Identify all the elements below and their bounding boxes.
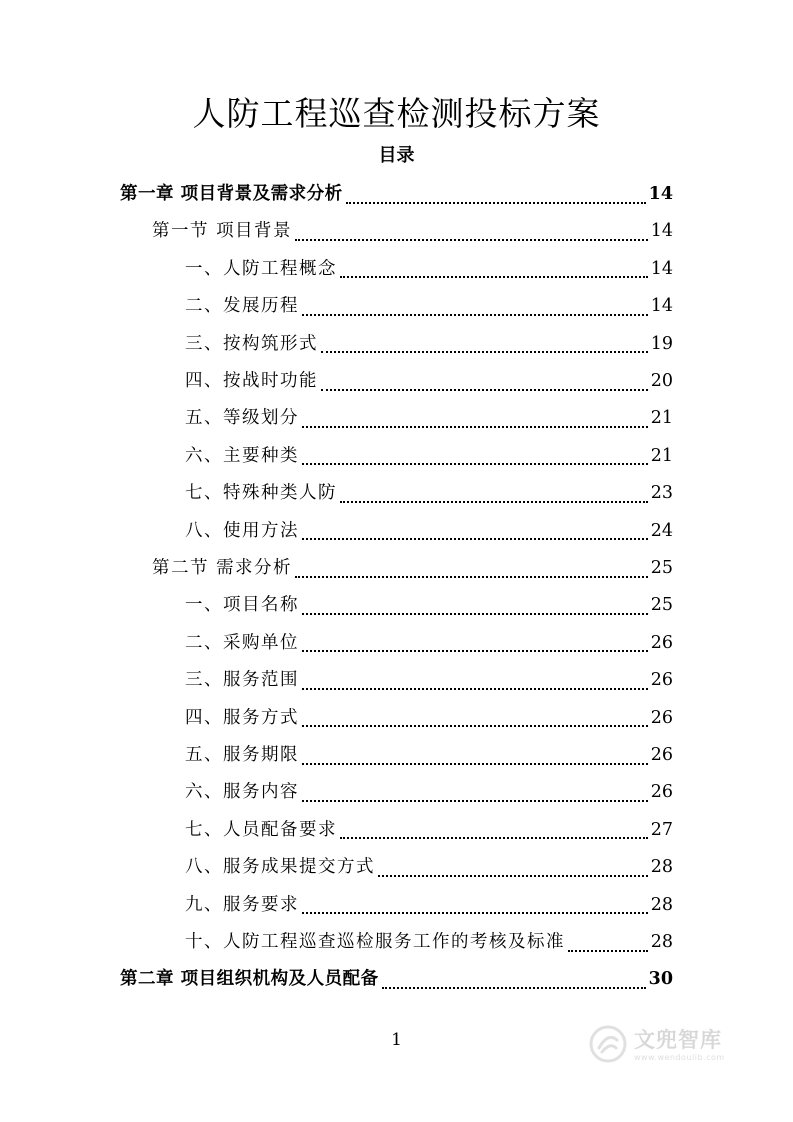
document-title: 人防工程巡查检测投标方案 <box>192 94 601 133</box>
toc-entry[interactable] <box>185 363 673 400</box>
toc-entry-label: 第一节 项目背景 <box>152 221 293 242</box>
toc-dot-leader <box>321 389 648 391</box>
toc-entry-label: 第二节 需求分析 <box>152 558 293 578</box>
toc-entry[interactable] <box>152 550 673 587</box>
toc-dot-leader <box>302 463 648 465</box>
toc-entry-label: 四、服务方式 <box>185 707 299 728</box>
watermark <box>588 1022 758 1070</box>
toc-entry-label: 五、等级划分 <box>185 408 299 429</box>
toc-entry[interactable] <box>185 737 673 774</box>
toc-dot-leader <box>378 875 648 877</box>
toc-dot-leader <box>302 314 648 316</box>
toc-dot-leader <box>340 837 648 839</box>
toc-dot-leader <box>321 351 648 353</box>
toc-entry[interactable] <box>185 326 673 363</box>
toc-entry-page: 26 <box>650 782 673 803</box>
toc-entry-page: 26 <box>650 745 673 765</box>
toc-entry[interactable] <box>185 700 673 737</box>
toc-entry-label: 二、采购单位 <box>185 632 299 653</box>
toc-dot-leader <box>295 576 648 578</box>
toc-entry-label: 一、项目名称 <box>185 595 299 616</box>
toc-entry[interactable] <box>185 774 673 811</box>
toc-entry-label: 第一章 项目背景及需求分析 <box>120 184 343 204</box>
toc-entry-page: 21 <box>650 408 673 429</box>
toc-entry-label: 一、人防工程概念 <box>185 258 337 279</box>
watermark-url: www.wendoulib.com <box>634 1053 725 1062</box>
toc-entry-page: 28 <box>650 894 673 915</box>
toc-entry-page: 25 <box>650 595 673 616</box>
toc-dot-leader <box>340 501 648 503</box>
watermark-brand: 文兜智库 <box>634 1028 722 1052</box>
toc-entry-label: 四、按战时功能 <box>185 371 318 391</box>
toc-dot-leader <box>302 538 648 540</box>
toc-entry-label: 七、特殊种类人防 <box>185 483 337 504</box>
wendou-logo-icon <box>588 1024 628 1068</box>
toc-entry[interactable] <box>185 662 673 699</box>
toc-entry[interactable] <box>185 513 673 550</box>
toc-entry-page: 20 <box>650 371 673 391</box>
toc-entry[interactable] <box>185 812 673 849</box>
toc-entry[interactable] <box>185 475 673 512</box>
toc-entry[interactable] <box>120 176 673 213</box>
toc-entry-page: 14 <box>648 184 673 204</box>
toc-entry-label: 第二章 项目组织机构及人员配备 <box>120 969 379 990</box>
toc-entry-page: 21 <box>650 445 673 466</box>
toc-entry[interactable] <box>185 924 673 961</box>
toc-entry-label: 七、人员配备要求 <box>185 819 337 840</box>
toc-entry[interactable] <box>120 961 673 998</box>
toc-dot-leader <box>568 950 648 952</box>
toc-dot-leader <box>302 426 648 428</box>
toc-entry-page: 30 <box>648 969 673 990</box>
toc-dot-leader <box>302 912 648 914</box>
toc-entry-page: 28 <box>650 857 673 878</box>
toc-entry-page: 26 <box>650 707 673 728</box>
toc-entry-label: 五、服务期限 <box>185 745 299 765</box>
toc-heading: 目录 <box>378 145 415 166</box>
toc-dot-leader <box>346 202 646 204</box>
toc-dot-leader <box>302 650 648 652</box>
toc-entry[interactable] <box>185 251 673 288</box>
toc-entry-page: 14 <box>650 296 673 317</box>
toc-entry-page: 14 <box>650 221 673 242</box>
toc-entry-label: 八、使用方法 <box>185 520 299 541</box>
page-number: 1 <box>391 1030 402 1050</box>
toc-entry[interactable] <box>185 587 673 624</box>
toc-entry[interactable] <box>185 400 673 437</box>
toc-dot-leader <box>302 763 648 765</box>
toc-entry-page: 26 <box>650 670 673 691</box>
toc-entry-page: 19 <box>650 333 673 354</box>
toc-entry[interactable] <box>185 438 673 475</box>
toc-entry-page: 28 <box>650 932 673 952</box>
toc-entry-page: 23 <box>650 483 673 504</box>
toc-entry[interactable] <box>185 288 673 325</box>
toc-dot-leader <box>382 987 646 989</box>
toc-dot-leader <box>302 688 648 690</box>
toc-entry-label: 三、按构筑形式 <box>185 333 318 354</box>
toc-entry-page: 26 <box>650 632 673 653</box>
toc-dot-leader <box>340 276 648 278</box>
toc-dot-leader <box>302 613 648 615</box>
toc-entry-label: 十、人防工程巡查巡检服务工作的考核及标准 <box>185 932 565 952</box>
toc-entry[interactable] <box>185 849 673 886</box>
toc-dot-leader <box>302 725 648 727</box>
toc-entry[interactable] <box>185 887 673 924</box>
toc-dot-leader <box>302 800 648 802</box>
toc-dot-leader <box>295 239 648 241</box>
toc-entry-label: 九、服务要求 <box>185 894 299 915</box>
toc-entry-label: 二、发展历程 <box>185 296 299 317</box>
toc-entry-label: 六、主要种类 <box>185 445 299 466</box>
toc-entry-label: 六、服务内容 <box>185 782 299 803</box>
toc-entry[interactable] <box>152 213 673 250</box>
toc-entry-label: 八、服务成果提交方式 <box>185 857 375 878</box>
toc-entry[interactable] <box>185 625 673 662</box>
toc-entry-page: 25 <box>650 558 673 578</box>
toc-entry-label: 三、服务范围 <box>185 670 299 691</box>
toc-entry-page: 14 <box>650 258 673 279</box>
toc-entry-page: 27 <box>650 819 673 840</box>
toc-entry-page: 24 <box>650 520 673 541</box>
